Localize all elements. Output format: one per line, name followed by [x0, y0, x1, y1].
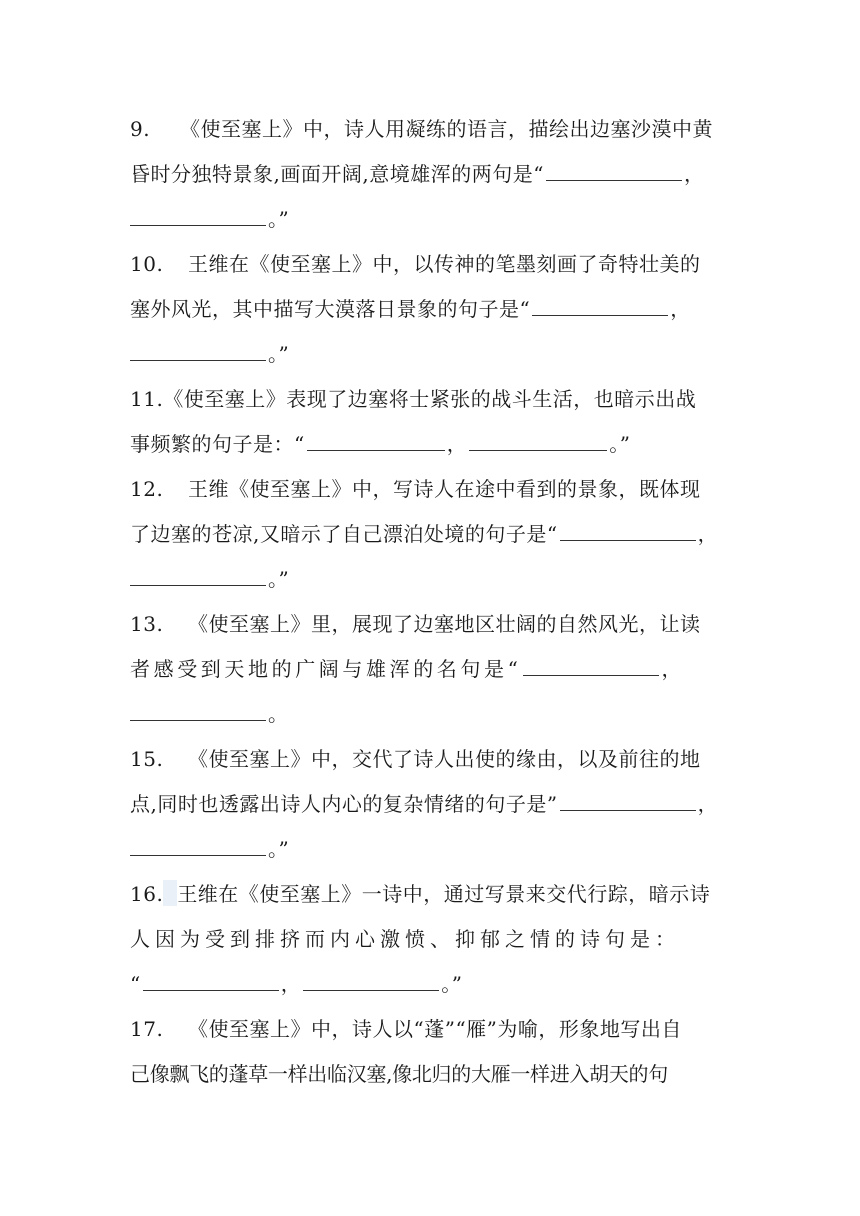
answer-blank[interactable] — [143, 970, 279, 991]
selection-highlight — [163, 880, 177, 906]
answer-blank[interactable] — [469, 430, 607, 451]
answer-blank[interactable] — [532, 295, 668, 316]
question-text: 王维在《使至塞上》中，以传神的笔墨刻画了奇特壮美的 — [188, 252, 701, 276]
answer-blank[interactable] — [130, 565, 266, 586]
question-text: 《使至塞上》中，诗人以“蓬”“雁”为喻，形象地写出自 — [188, 1017, 682, 1041]
question-number: 17. — [130, 1017, 164, 1041]
answer-blank[interactable] — [560, 520, 696, 541]
question-number: 12. — [130, 477, 164, 501]
question-text: 《使至塞上》中，诗人用凝练的语言，描绘出边塞沙漠中黄 — [180, 117, 713, 141]
answer-blank[interactable] — [303, 970, 439, 991]
question-text: 点,同时也透露出诗人内心的复杂情绪的句子是” — [130, 792, 558, 816]
answer-blank[interactable] — [560, 790, 696, 811]
question-text: 塞外风光，其中描写大漠落日景象的句子是“ — [130, 297, 531, 321]
question-number: 13. — [130, 612, 164, 636]
question-text: 昏时分独特景象,画面开阔,意境雄浑的两句是“ — [130, 162, 544, 186]
question-number: 15. — [130, 747, 164, 771]
question-text: 《使至塞上》里，展现了边塞地区壮阔的自然风光，让读 — [188, 612, 701, 636]
answer-blank[interactable] — [130, 340, 266, 361]
answer-blank[interactable] — [130, 835, 266, 856]
answer-blank[interactable] — [523, 655, 659, 676]
question-number: 11. — [130, 387, 164, 411]
question-text: 者感受到天地的广阔与雄浑的名句是“ — [130, 657, 522, 681]
question-text: 人因为受到排挤而内心激愤、抑郁之情的诗句是： — [130, 927, 680, 951]
answer-blank[interactable] — [130, 205, 266, 226]
question-number: 9. — [130, 117, 151, 141]
question-number: 16. — [130, 882, 164, 906]
answer-blank[interactable] — [546, 160, 682, 181]
question-text: 《使至塞上》表现了边塞将士紧张的战斗生活，也暗示出战 — [163, 387, 697, 411]
question-text: 王维《使至塞上》中，写诗人在途中看到的景象，既体现 — [188, 477, 701, 501]
question-text: 己像飘飞的蓬草一样出临汉塞,像北归的大雁一样进入胡天的句 — [130, 1062, 668, 1086]
answer-blank[interactable] — [130, 700, 266, 721]
question-text: 了边塞的苍凉,又暗示了自己漂泊处境的句子是“ — [130, 522, 558, 546]
question-text: 事频繁的句子是：“ — [130, 432, 305, 456]
question-text: 《使至塞上》中，交代了诗人出使的缘由，以及前往的地 — [188, 747, 701, 771]
question-number: 10. — [130, 252, 164, 276]
answer-blank[interactable] — [307, 430, 445, 451]
question-text: 王维在《使至塞上》一诗中，通过写景来交代行踪，暗示诗 — [177, 882, 711, 906]
